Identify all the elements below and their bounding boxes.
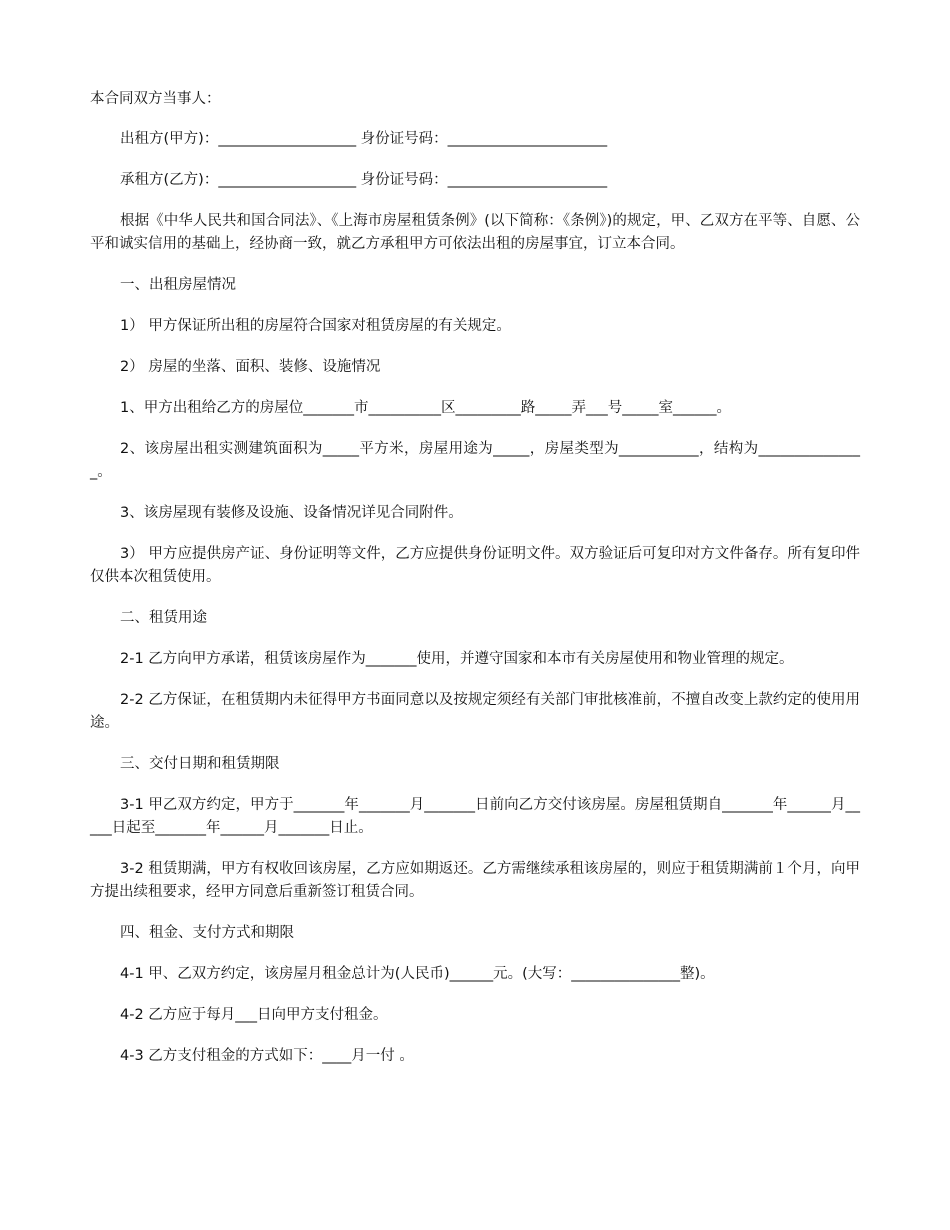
section-4-clause-1: 4-1 甲、乙双方约定，该房屋月租金总计为(人民币)______元。(大写：_______________整)。 <box>120 966 715 982</box>
section-1-item-2: 2） 房屋的坐落、面积、装修、设施情况 <box>120 359 381 375</box>
section-4-clause-2: 4-2 乙方应于每月___日向甲方支付租金。 <box>120 1007 388 1023</box>
section-1-item-2-2: 2、该房屋出租实测建筑面积为_____平方米，房屋用途为_____，房屋类型为___________，结构为_______________。 <box>90 441 860 480</box>
intro-line: 本合同双方当事人： <box>90 91 221 107</box>
section-3-clause-1: 3-1 甲乙双方约定，甲方于_______年_______月_______日前向乙方交付该房屋。房屋租赁期自_______年______月_____日起至_______年______月_______日止。 <box>90 797 860 836</box>
lessee-line: 承租方(乙方)：___________________ 身份证号码：______________________ <box>120 172 608 188</box>
preamble-paragraph: 根据《中华人民共和国合同法》、《上海市房屋租赁条例》(以下简称：《条例》)的规定，甲、乙双方在平等、自愿、公平和诚实信用的基础上，经协商一致，就乙方承租甲方可依法出租的房屋事宜，订立本合同。 <box>90 213 860 252</box>
section-3-title: 三、交付日期和租赁期限 <box>120 756 280 772</box>
section-3-clause-2: 3-2 租赁期满，甲方有权收回该房屋，乙方应如期返还。乙方需继续承租该房屋的，则应于租赁期满前１个月，向甲方提出续租要求，经甲方同意后重新签订租赁合同。 <box>90 861 860 900</box>
section-4-clause-3: 4-3 乙方支付租金的方式如下：____月一付 。 <box>120 1048 414 1064</box>
section-4-title: 四、租金、支付方式和期限 <box>120 925 294 941</box>
section-1-title: 一、出租房屋情况 <box>120 277 236 293</box>
section-1-item-1: 1） 甲方保证所出租的房屋符合国家对租赁房屋的有关规定。 <box>120 318 511 334</box>
section-1-item-2-1: 1、甲方出租给乙方的房屋位_______市__________区_________路_____弄___号_____室______。 <box>120 400 731 416</box>
lessor-line: 出租方(甲方)：___________________ 身份证号码：______________________ <box>120 131 608 147</box>
section-1-item-3: 3） 甲方应提供房产证、身份证明等文件，乙方应提供身份证明文件。双方验证后可复印对方文件备存。所有复印件仅供本次租赁使用。 <box>90 546 860 585</box>
section-1-item-2-3: 3、该房屋现有装修及设施、设备情况详见合同附件。 <box>120 505 463 521</box>
section-2-clause-1: 2-1 乙方向甲方承诺，租赁该房屋作为_______使用，并遵守国家和本市有关房屋使用和物业管理的规定。 <box>120 651 794 667</box>
section-2-clause-2: 2-2 乙方保证，在租赁期内未征得甲方书面同意以及按规定须经有关部门审批核准前，不擅自改变上款约定的使用用途。 <box>90 692 860 731</box>
section-2-title: 二、租赁用途 <box>120 610 207 626</box>
